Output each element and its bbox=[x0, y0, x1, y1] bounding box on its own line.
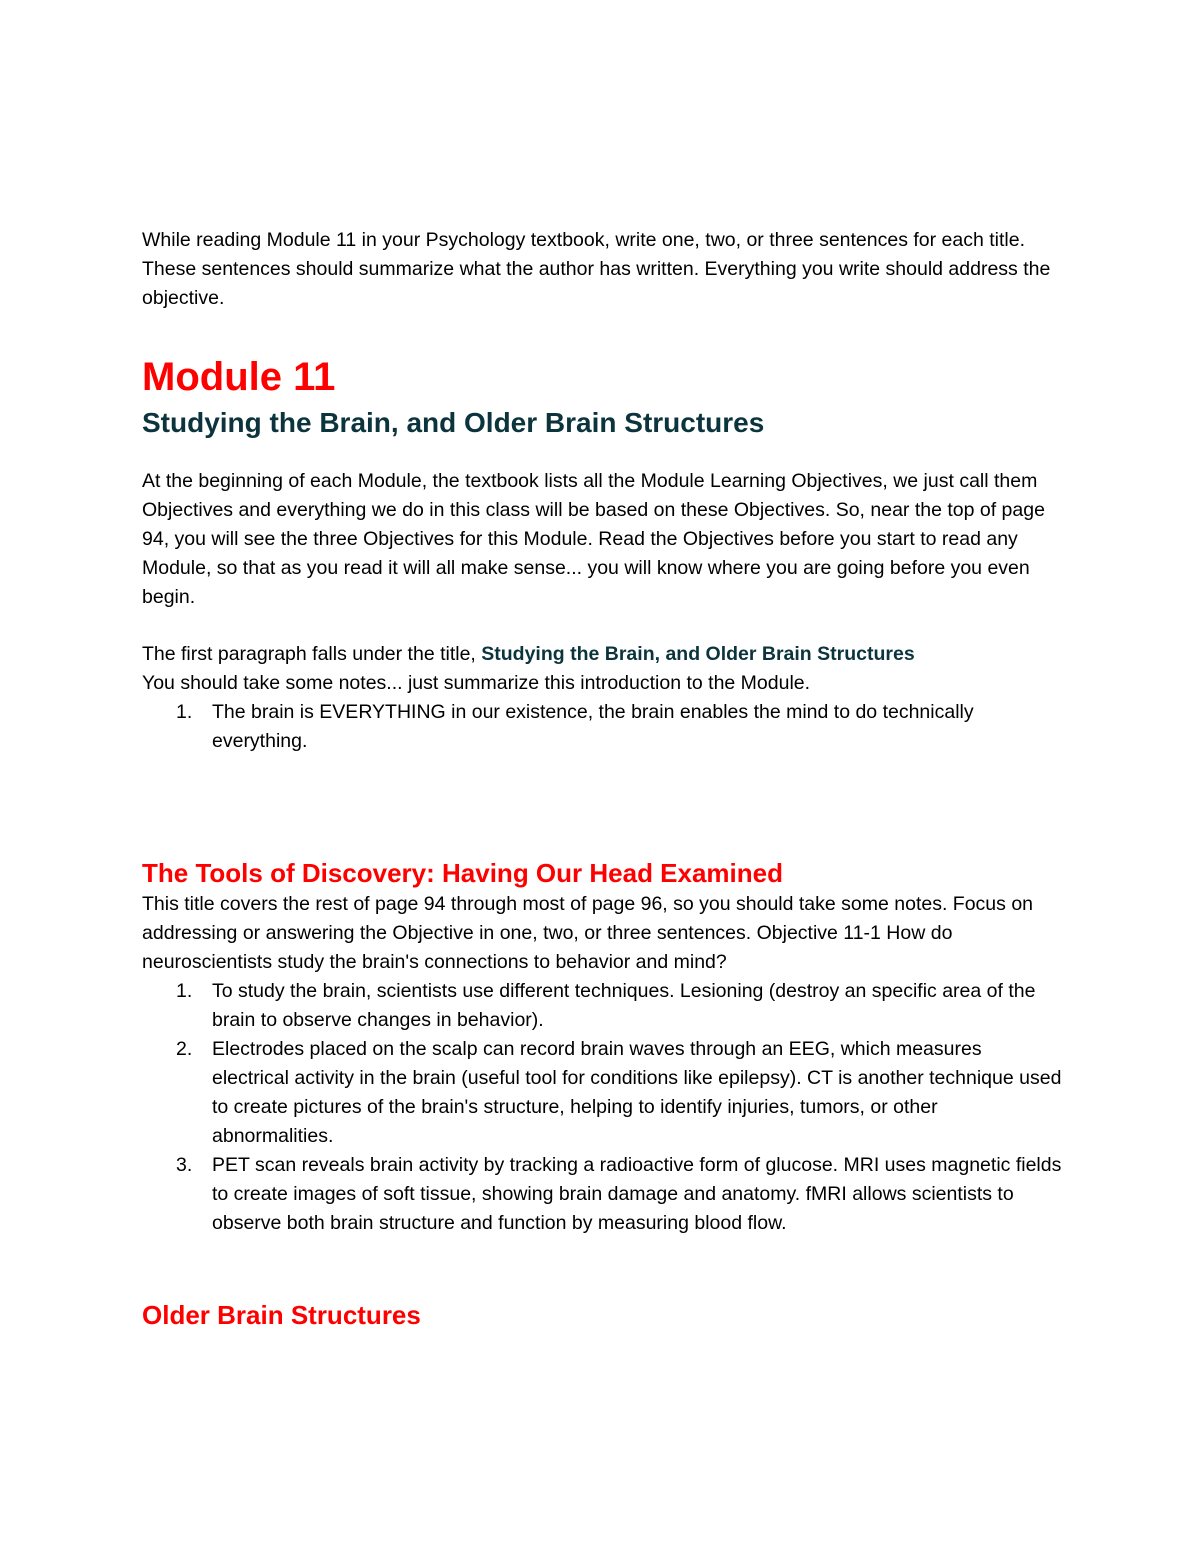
section1-lead-title: Studying the Brain, and Older Brain Structures bbox=[481, 643, 915, 665]
section2-title: The Tools of Discovery: Having Our Head Examined bbox=[142, 858, 783, 888]
objectives-paragraph: At the beginning of each Module, the textbook lists all the Module Learning Objectives, we just call them Objectives and everything we do in this class will be based on these Objectives. So, near the top of page 94, you will see the three Objectives for this Module. Read the Objectives before you start to read any Module, so that as you read it will all make sense... you will know where you are going before you even begin. bbox=[142, 470, 1045, 608]
document-page bbox=[142, 226, 1062, 1332]
list-item-text: The brain is EVERYTHING in our existence, the brain enables the mind to do technically everything. bbox=[212, 701, 974, 752]
module-subtitle: Studying the Brain, and Older Brain Structures bbox=[142, 407, 765, 438]
list-item bbox=[142, 1035, 1062, 1151]
list-item-number: 1. bbox=[176, 701, 193, 723]
spacer bbox=[142, 612, 1062, 640]
list-item-number: 1. bbox=[176, 980, 193, 1002]
instructions-paragraph: While reading Module 11 in your Psychology textbook, write one, two, or three sentences for each title. These sentences should summarize what the author has written. Everything you write should address the objective. bbox=[142, 229, 1051, 309]
section3-title: Older Brain Structures bbox=[142, 1300, 421, 1330]
list-item-number: 3. bbox=[176, 1154, 193, 1176]
list-item-text: Electrodes placed on the scalp can record brain waves through an EEG, which measures electrical activity in the brain (useful tool for conditions like epilepsy). CT is another technique used to create pictures of the brain's structure, helping to identify injuries, tumors, or other abnormalities. bbox=[212, 1038, 1062, 1147]
list-item-number: 2. bbox=[176, 1038, 193, 1060]
module-title: Module 11 bbox=[142, 355, 336, 399]
list-item-text: PET scan reveals brain activity by tracking a radioactive form of glucose. MRI uses magnetic fields to create images of soft tissue, showing brain damage and anatomy. fMRI allows scientists to observe both brain structure and function by measuring blood flow. bbox=[212, 1154, 1062, 1234]
spacer bbox=[142, 1238, 1062, 1298]
list-item bbox=[142, 1151, 1062, 1238]
section1-notes-list bbox=[142, 698, 1062, 756]
list-item bbox=[142, 977, 1062, 1035]
section2-description: This title covers the rest of page 94 through most of page 96, so you should take some notes. Focus on addressing or answering the Objective in one, two, or three sentences. Objective 11-1 How do neuroscientists study the brain's connections to behavior and mind? bbox=[142, 893, 1034, 973]
section1-instruction: You should take some notes... just summarize this introduction to the Module. bbox=[142, 672, 811, 694]
section2-notes-list bbox=[142, 977, 1062, 1238]
section1-intro bbox=[142, 640, 1062, 669]
section1-lead-text: The first paragraph falls under the title, bbox=[142, 643, 482, 665]
spacer bbox=[142, 756, 1062, 856]
list-item-text: To study the brain, scientists use different techniques. Lesioning (destroy an specific area of the brain to observe changes in behavior). bbox=[212, 980, 1036, 1031]
list-item bbox=[142, 698, 1062, 756]
